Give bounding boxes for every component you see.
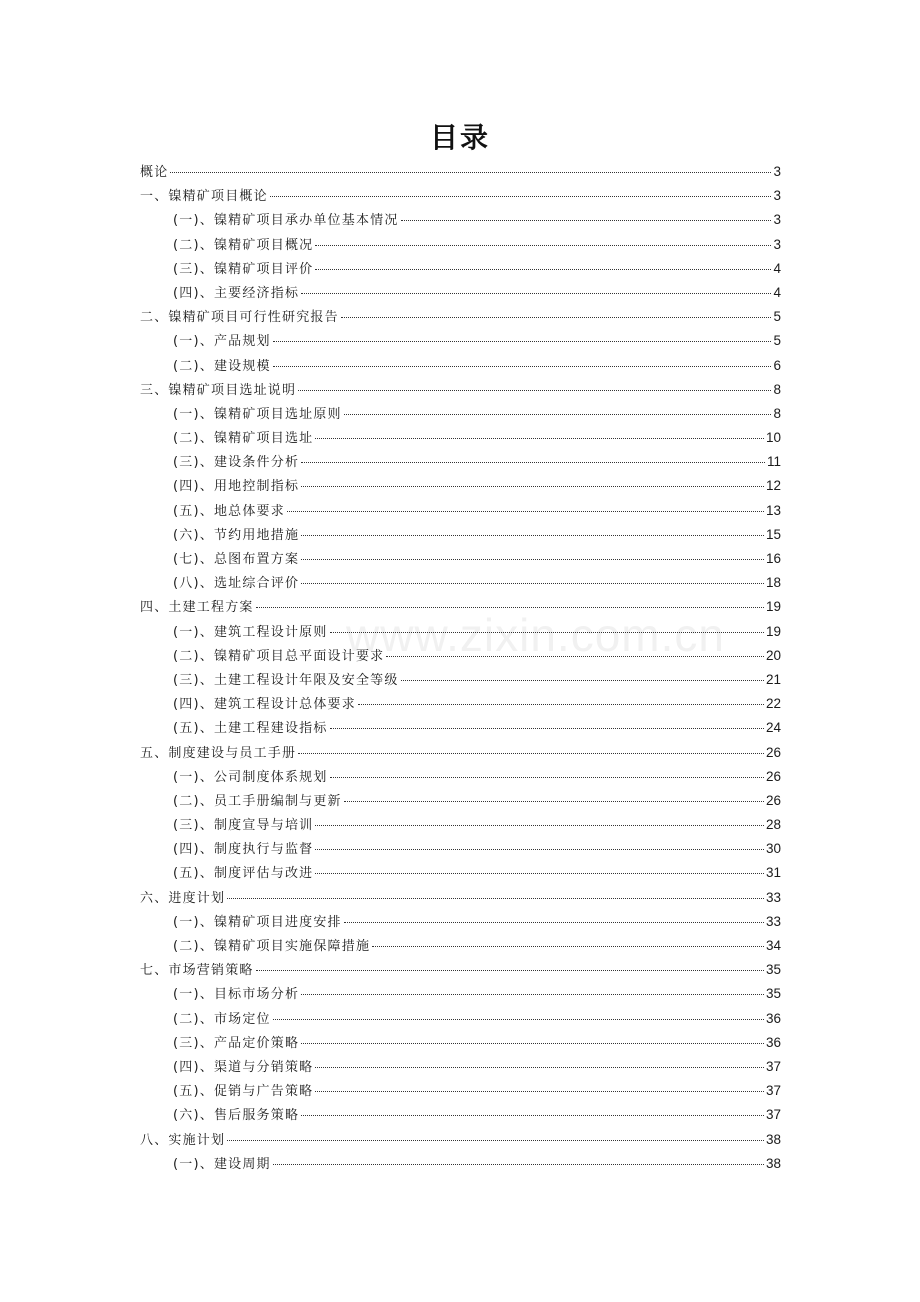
toc-chapter-entry[interactable] xyxy=(140,160,781,184)
toc-entry-title: (一)、目标市场分析 xyxy=(173,987,300,1003)
toc-entry-title: (二)、镍精矿项目概况 xyxy=(173,237,314,253)
toc-page-number: 19 xyxy=(765,623,781,639)
dot-leader xyxy=(227,1140,764,1141)
toc-chapter-entry[interactable] xyxy=(140,378,781,402)
toc-section-entry[interactable] xyxy=(140,813,781,837)
toc-section-entry[interactable] xyxy=(140,208,781,232)
toc-entry-title: 三、镍精矿项目选址说明 xyxy=(140,382,297,398)
toc-section-entry[interactable] xyxy=(140,837,781,861)
toc-page-number: 19 xyxy=(765,599,781,615)
toc-section-entry[interactable] xyxy=(140,765,781,789)
dot-leader xyxy=(301,1115,764,1116)
toc-page-number: 24 xyxy=(765,720,781,736)
toc-section-entry[interactable] xyxy=(140,861,781,885)
dot-leader xyxy=(344,801,764,802)
toc-page-number: 4 xyxy=(773,284,781,300)
toc-page-number: 18 xyxy=(765,575,781,591)
toc-entry-title: (三)、建设条件分析 xyxy=(173,455,300,471)
toc-section-entry[interactable] xyxy=(140,1055,781,1079)
toc-page-number: 20 xyxy=(765,647,781,663)
toc-entry-title: (一)、镍精矿项目选址原则 xyxy=(173,406,342,422)
dot-leader xyxy=(301,486,764,487)
toc-chapter-entry[interactable] xyxy=(140,184,781,208)
watermark-text: www.zixin.com.cn xyxy=(346,609,725,661)
toc-page-number: 36 xyxy=(765,1034,781,1050)
toc-page-number: 28 xyxy=(765,817,781,833)
toc-section-entry[interactable] xyxy=(140,1031,781,1055)
toc-entry-title: 二、镍精矿项目可行性研究报告 xyxy=(140,310,339,326)
toc-entry-title: (二)、镍精矿项目选址 xyxy=(173,431,314,447)
toc-entry-title: (二)、员工手册编制与更新 xyxy=(173,793,342,809)
toc-section-entry[interactable] xyxy=(140,233,781,257)
toc-entry-title: 四、土建工程方案 xyxy=(140,600,254,616)
dot-leader xyxy=(301,1043,764,1044)
toc-section-entry[interactable] xyxy=(140,982,781,1006)
toc-entry-title: (二)、镍精矿项目总平面设计要求 xyxy=(173,648,385,664)
toc-entry-title: 七、市场营销策略 xyxy=(140,963,254,979)
toc-section-entry[interactable] xyxy=(140,523,781,547)
toc-page-number: 34 xyxy=(765,938,781,953)
dot-leader xyxy=(301,583,764,584)
dot-leader xyxy=(315,1091,764,1092)
toc-section-entry[interactable] xyxy=(140,644,781,668)
toc-section-entry[interactable] xyxy=(140,426,781,450)
toc-section-entry[interactable] xyxy=(140,257,781,281)
dot-leader xyxy=(270,196,772,197)
toc-entry-title: (一)、建设周期 xyxy=(173,1156,271,1172)
dot-leader xyxy=(170,172,771,173)
dot-leader xyxy=(358,704,764,705)
toc-section-entry[interactable] xyxy=(140,571,781,595)
toc-entry-title: (四)、用地控制指标 xyxy=(173,479,300,495)
toc-entry-title: (七)、总图布置方案 xyxy=(173,552,300,567)
dot-leader xyxy=(301,559,764,560)
toc-page-number: 8 xyxy=(773,405,781,421)
dot-leader xyxy=(401,680,764,681)
toc-page-number: 10 xyxy=(765,430,781,446)
dot-leader xyxy=(344,922,764,923)
toc-page-number: 5 xyxy=(773,333,781,349)
toc-page-number: 8 xyxy=(773,381,781,397)
toc-section-entry[interactable] xyxy=(140,789,781,813)
toc-page-number: 11 xyxy=(766,454,781,470)
toc-page-number: 6 xyxy=(773,357,781,373)
dot-leader xyxy=(298,753,764,754)
toc-entry-title: (三)、土建工程设计年限及安全等级 xyxy=(173,672,399,688)
dot-leader xyxy=(344,414,772,415)
toc-page-number: 35 xyxy=(765,986,781,1002)
toc-page-number: 13 xyxy=(765,502,781,518)
toc-page-number: 33 xyxy=(765,913,781,929)
dot-leader xyxy=(273,341,772,342)
dot-leader xyxy=(298,390,771,391)
dot-leader xyxy=(330,728,764,729)
toc-section-entry[interactable] xyxy=(140,499,781,523)
toc-entry-title: (三)、产品定价策略 xyxy=(173,1035,300,1051)
dot-leader xyxy=(301,462,765,463)
toc-section-entry[interactable] xyxy=(140,1103,781,1127)
toc-section-entry[interactable] xyxy=(140,620,781,644)
dot-leader xyxy=(330,632,764,633)
toc-page-number: 31 xyxy=(765,865,781,881)
toc-page-number: 38 xyxy=(765,1131,781,1147)
dot-leader xyxy=(315,849,764,850)
toc-page-number: 21 xyxy=(765,671,781,687)
toc-entry-title: (三)、镍精矿项目评价 xyxy=(173,261,314,277)
toc-page-number: 3 xyxy=(773,164,781,179)
dot-leader xyxy=(256,607,764,608)
toc-chapter-entry[interactable] xyxy=(140,741,781,765)
dot-leader xyxy=(341,317,772,318)
dot-leader xyxy=(273,366,772,367)
toc-entry-title: (一)、建筑工程设计原则 xyxy=(173,624,328,640)
dot-leader xyxy=(301,535,764,536)
toc-page-number: 37 xyxy=(765,1083,781,1099)
toc-section-entry[interactable] xyxy=(140,450,781,474)
toc-page-number: 22 xyxy=(765,696,781,712)
toc-entry-title: (八)、选址综合评价 xyxy=(173,576,300,592)
toc-entry-title: (五)、制度评估与改进 xyxy=(173,866,314,882)
toc-page-number: 38 xyxy=(765,1155,781,1171)
toc-section-entry[interactable] xyxy=(140,474,781,498)
dot-leader xyxy=(386,656,764,657)
toc-page-number: 26 xyxy=(765,792,781,808)
table-of-contents xyxy=(140,160,781,1176)
toc-page-number: 4 xyxy=(773,260,781,276)
toc-entry-title: (二)、市场定位 xyxy=(173,1011,271,1027)
toc-entry-title: (二)、镍精矿项目实施保障措施 xyxy=(173,939,371,954)
dot-leader xyxy=(315,1067,764,1068)
toc-page-number: 30 xyxy=(765,841,781,857)
toc-entry-title: 六、进度计划 xyxy=(140,890,226,906)
dot-leader xyxy=(315,825,764,826)
toc-page-number: 37 xyxy=(765,1107,781,1123)
dot-leader xyxy=(273,1164,764,1165)
toc-entry-title: (四)、主要经济指标 xyxy=(173,285,300,301)
dot-leader xyxy=(301,994,764,995)
toc-section-entry[interactable] xyxy=(140,668,781,692)
toc-page-number: 26 xyxy=(765,768,781,784)
dot-leader xyxy=(315,245,771,246)
toc-page-number: 5 xyxy=(773,309,781,325)
toc-page-number: 12 xyxy=(765,478,781,494)
toc-section-entry[interactable] xyxy=(140,1152,781,1176)
toc-section-entry[interactable] xyxy=(140,1007,781,1031)
toc-entry-title: (五)、促销与广告策略 xyxy=(173,1084,314,1100)
dot-leader xyxy=(372,946,764,947)
toc-entry-title: (六)、节约用地措施 xyxy=(173,527,300,543)
toc-section-entry[interactable] xyxy=(140,402,781,426)
toc-section-entry[interactable] xyxy=(140,281,781,305)
dot-leader xyxy=(315,269,771,270)
toc-page-number: 16 xyxy=(765,551,781,566)
toc-chapter-entry[interactable] xyxy=(140,958,781,982)
page-title: 目录 xyxy=(429,121,490,154)
dot-leader xyxy=(401,220,772,221)
dot-leader xyxy=(315,438,764,439)
toc-entry-title: 五、制度建设与员工手册 xyxy=(140,745,297,761)
toc-section-entry[interactable] xyxy=(140,692,781,716)
toc-page-number: 3 xyxy=(773,212,781,228)
toc-entry-title: (一)、公司制度体系规划 xyxy=(173,769,328,785)
dot-leader xyxy=(273,1019,764,1020)
toc-section-entry[interactable] xyxy=(140,329,781,353)
toc-chapter-entry[interactable] xyxy=(140,1128,781,1152)
toc-entry-title: 八、实施计划 xyxy=(140,1132,226,1148)
toc-section-entry[interactable] xyxy=(140,547,781,571)
toc-page-number: 36 xyxy=(765,1010,781,1026)
toc-section-entry[interactable] xyxy=(140,354,781,378)
toc-section-entry[interactable] xyxy=(140,1079,781,1103)
toc-page-number: 37 xyxy=(765,1058,781,1074)
toc-entry-title: (一)、镍精矿项目承办单位基本情况 xyxy=(173,213,399,229)
toc-entry-title: (五)、土建工程建设指标 xyxy=(173,721,328,737)
dot-leader xyxy=(227,898,764,899)
toc-section-entry[interactable] xyxy=(140,934,781,958)
dot-leader xyxy=(315,873,764,874)
toc-entry-title: (一)、产品规划 xyxy=(173,334,271,350)
toc-section-entry[interactable] xyxy=(140,716,781,740)
toc-page-number: 15 xyxy=(765,526,781,542)
toc-entry-title: (四)、渠道与分销策略 xyxy=(173,1059,314,1075)
toc-entry-title: (四)、建筑工程设计总体要求 xyxy=(173,697,356,713)
toc-chapter-entry[interactable] xyxy=(140,305,781,329)
toc-page-number: 35 xyxy=(765,962,781,978)
toc-chapter-entry[interactable] xyxy=(140,886,781,910)
dot-leader xyxy=(330,777,764,778)
toc-entry-title: 一、镍精矿项目概论 xyxy=(140,189,268,205)
toc-page-number: 26 xyxy=(765,744,781,760)
dot-leader xyxy=(256,970,764,971)
toc-entry-title: (二)、建设规模 xyxy=(173,358,271,374)
toc-entry-title: (一)、镍精矿项目进度安排 xyxy=(173,914,342,930)
toc-entry-title: (五)、地总体要求 xyxy=(173,503,285,519)
toc-page-number: 33 xyxy=(765,889,781,905)
toc-page-number: 3 xyxy=(773,188,781,204)
toc-entry-title: (三)、制度宣导与培训 xyxy=(173,818,314,834)
dot-leader xyxy=(301,293,771,294)
toc-page-number: 3 xyxy=(773,236,781,252)
toc-chapter-entry[interactable] xyxy=(140,595,781,619)
toc-entry-title: 概论 xyxy=(140,165,169,180)
toc-entry-title: (四)、制度执行与监督 xyxy=(173,842,314,858)
toc-section-entry[interactable] xyxy=(140,910,781,934)
toc-entry-title: (六)、售后服务策略 xyxy=(173,1108,300,1124)
dot-leader xyxy=(287,511,764,512)
